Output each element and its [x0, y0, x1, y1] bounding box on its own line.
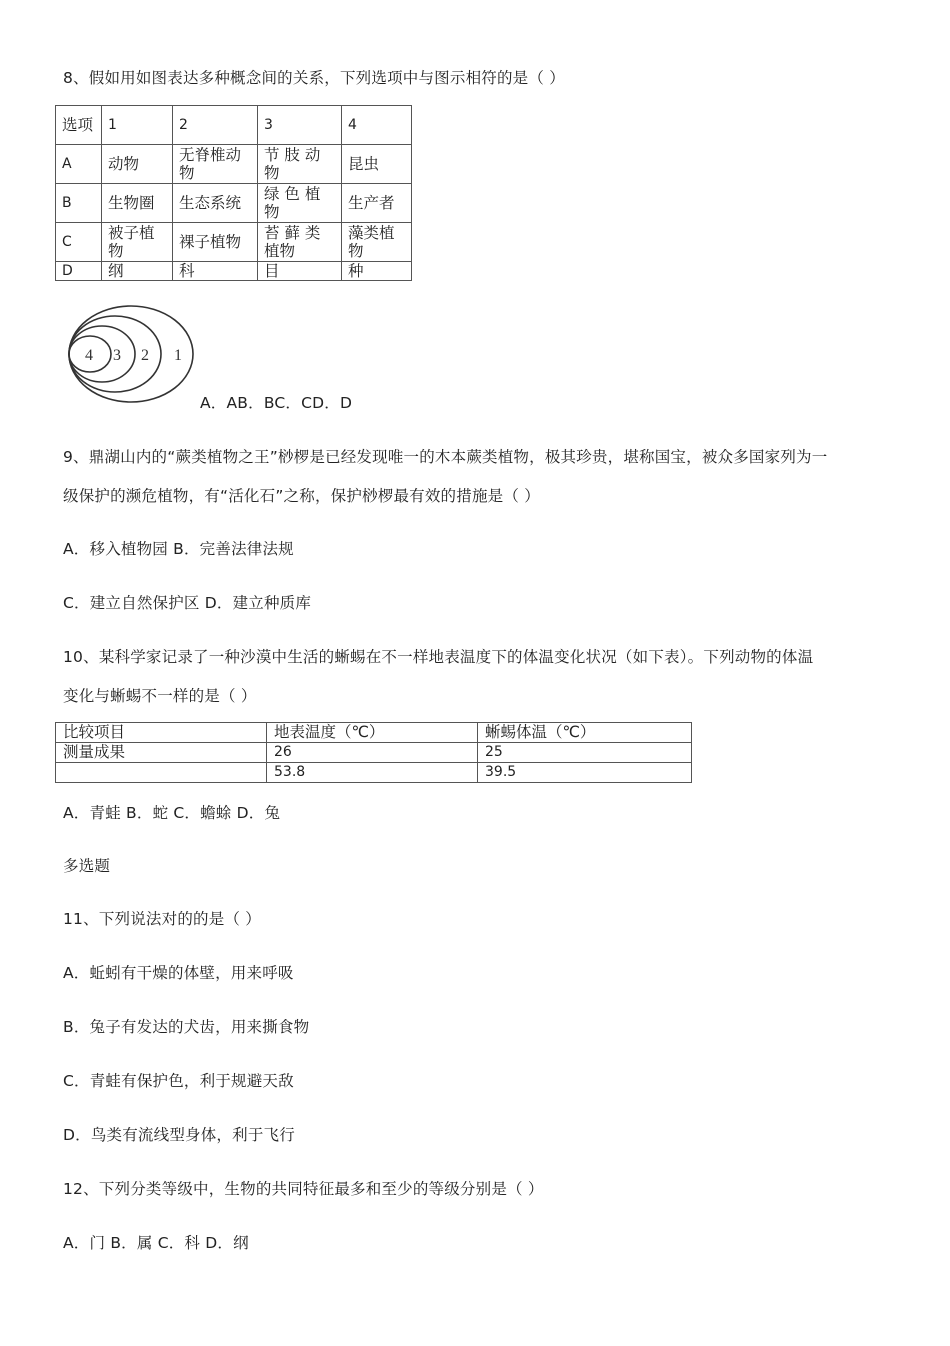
table-header-cell: 4: [342, 106, 412, 145]
table-cell: 科: [173, 262, 258, 281]
q12-stem: 12、下列分类等级中，生物的共同特征最多和至少的等级分别是（ ）: [63, 1180, 544, 1198]
q11-option-c: C．青蛙有保护色，利于规避天敌: [63, 1072, 294, 1090]
q10-data-table: [55, 722, 692, 783]
q8-stem: 8、假如用如图表达多种概念间的关系，下列选项中与图示相符的是（ ）: [63, 69, 565, 87]
table-cell: 39.5: [478, 763, 692, 783]
table-cell: [56, 763, 267, 783]
q8-options: A．AB．BC．CD．D: [200, 394, 353, 412]
q9-stem-line1: 9、鼎湖山内的“蕨类植物之王”桫椤是已经发现唯一的木本蕨类植物，极其珍贵，堪称国宝，被众多国家列为一: [63, 448, 828, 466]
q9-options-line1: A．移入植物园 B．完善法律法规: [63, 540, 294, 558]
table-cell: 无脊椎动物: [173, 145, 258, 184]
table-cell: 生产者: [342, 184, 412, 223]
table-cell: 纲: [102, 262, 173, 281]
q8-options-table: [55, 105, 412, 281]
table-cell: 26: [267, 743, 478, 763]
table-header-cell: 地表温度（℃）: [267, 723, 478, 743]
table-cell: 生物圈: [102, 184, 173, 223]
table-cell: 动物: [102, 145, 173, 184]
table-cell: C: [56, 223, 102, 262]
table-cell: A: [56, 145, 102, 184]
q9-stem-line2: 级保护的濒危植物，有“活化石”之称，保护桫椤最有效的措施是（ ）: [63, 487, 540, 505]
table-header-row: [56, 106, 412, 145]
table-cell: 测量成果: [56, 743, 267, 763]
section-label: 多选题: [63, 857, 111, 875]
q12-options: A．门 B．属 C．科 D．纲: [63, 1234, 249, 1252]
nested-ellipse-diagram: [65, 303, 200, 405]
table-cell: 昆虫: [342, 145, 412, 184]
table-cell: 苔 藓 类植物: [258, 223, 342, 262]
q9-options-line2: C．建立自然保护区 D．建立种质库: [63, 594, 312, 612]
table-row: [56, 145, 412, 184]
table-cell: 绿 色 植物: [258, 184, 342, 223]
q11-stem: 11、下列说法对的的是（ ）: [63, 910, 261, 928]
table-cell: 目: [258, 262, 342, 281]
table-row: [56, 743, 692, 763]
table-cell: 53.8: [267, 763, 478, 783]
q11-option-b: B．兔子有发达的犬齿，用来撕食物: [63, 1018, 310, 1036]
table-row: [56, 763, 692, 783]
diagram-label: 1: [174, 347, 182, 364]
table-header-cell: 2: [173, 106, 258, 145]
table-cell: B: [56, 184, 102, 223]
table-cell: 裸子植物: [173, 223, 258, 262]
table-cell: 种: [342, 262, 412, 281]
table-row: [56, 262, 412, 281]
q10-stem-line2: 变化与蜥蜴不一样的是（ ）: [63, 687, 257, 705]
table-row: [56, 184, 412, 223]
table-cell: D: [56, 262, 102, 281]
table-header-cell: 蜥蜴体温（℃）: [478, 723, 692, 743]
table-header-cell: 1: [102, 106, 173, 145]
q10-options: A．青蛙 B．蛇 C．蟾蜍 D．兔: [63, 804, 281, 822]
q11-option-a: A．蚯蚓有干燥的体壁，用来呼吸: [63, 964, 294, 982]
table-header-cell: 比较项目: [56, 723, 267, 743]
table-header-row: [56, 723, 692, 743]
table-cell: 生态系统: [173, 184, 258, 223]
diagram-label: 2: [141, 347, 149, 364]
q10-stem-line1: 10、某科学家记录了一种沙漠中生活的蜥蜴在不一样地表温度下的体温变化状况（如下表）。下列动物的体温: [63, 648, 814, 666]
table-cell: 被子植物: [102, 223, 173, 262]
table-row: [56, 223, 412, 262]
table-header-cell: 3: [258, 106, 342, 145]
table-cell: 25: [478, 743, 692, 763]
table-cell: 藻类植物: [342, 223, 412, 262]
q11-option-d: D．鸟类有流线型身体，利于飞行: [63, 1126, 295, 1144]
ellipse-3: [69, 326, 135, 382]
table-cell: 节 肢 动物: [258, 145, 342, 184]
diagram-label: 3: [113, 347, 121, 364]
table-header-cell: 选项: [56, 106, 102, 145]
diagram-label: 4: [85, 347, 93, 364]
